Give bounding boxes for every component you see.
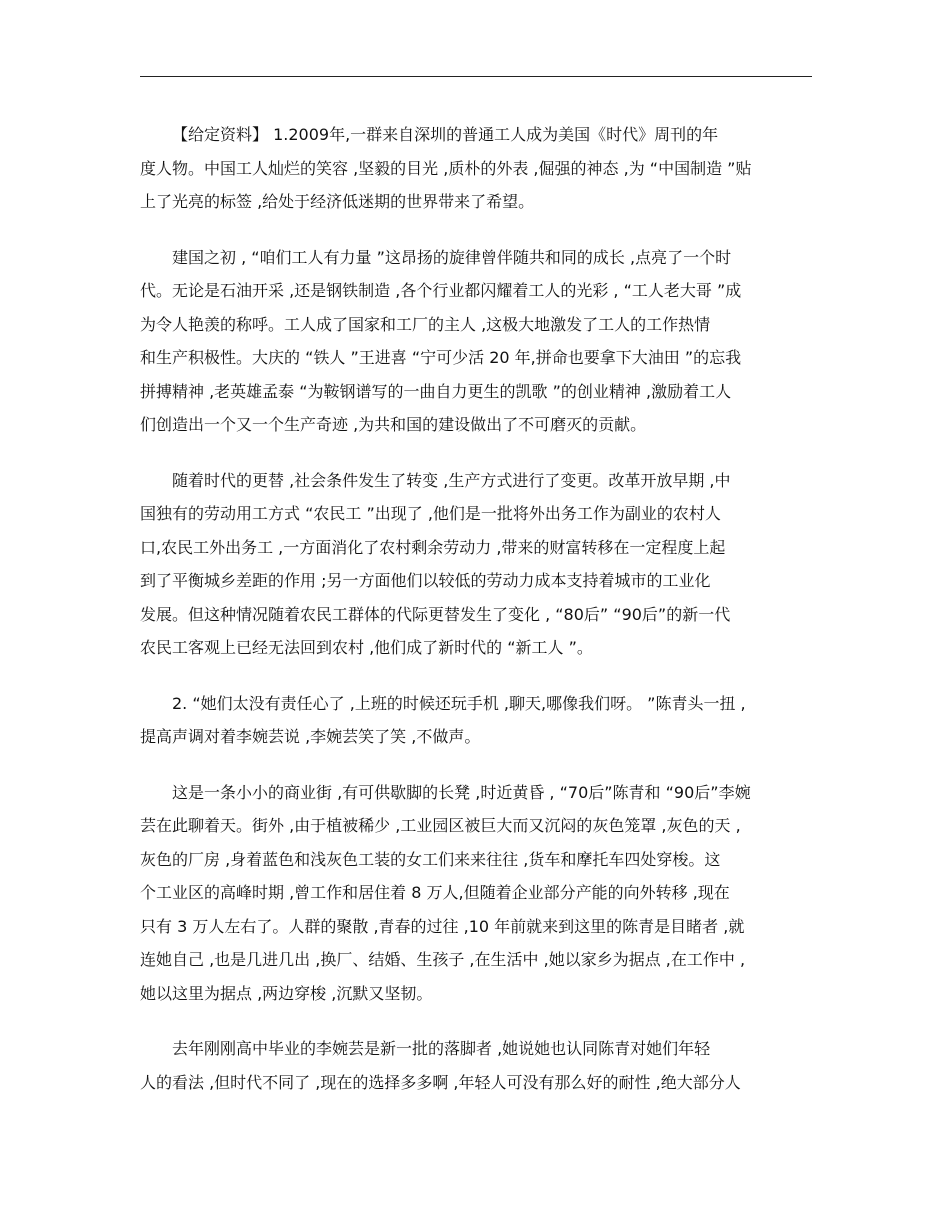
paragraph-1 (140, 118, 812, 219)
paragraph-6 (140, 1032, 812, 1099)
text-line: 和生产积极性。大庆的 “铁人 ”王进喜 “宁可少活 20 年,拼命也要拿下大油田 ”的忘我 (140, 348, 742, 367)
text-line: 去年刚刚高中毕业的李婉芸是新一批的落脚者 ,她说她也认同陈青对她们年轻 (172, 1039, 711, 1058)
paragraph-3 (140, 464, 812, 665)
text-line: 个工业区的高峰时期 ,曾工作和居住着 8 万人,但随着企业部分产能的向外转移 ,现在 (140, 883, 730, 902)
text-line: 只有 3 万人左右了。人群的聚散 ,青春的过往 ,10 年前就来到这里的陈青是目睹者 ,就 (140, 916, 745, 936)
text-line: 农民工客观上已经无法回到农村 ,他们成了新时代的 “新工人 ”。 (140, 638, 593, 657)
text-line: 她以这里为据点 ,两边穿梭 ,沉默又坚韧。 (140, 983, 433, 1003)
text-line: 国独有的劳动用工方式 “农民工 ”出现了 ,他们是一批将外出务工作为副业的农村人 (140, 504, 721, 523)
text-line: 到了平衡城乡差距的作用 ;另一方面他们以较低的劳动力成本支持着城市的工业化 (140, 571, 711, 590)
text-line: 人的看法 ,但时代不同了 ,现在的选择多多啊 ,年轻人可没有那么好的耐性 ,绝大部分人 (140, 1072, 741, 1092)
text-line: 们创造出一个又一个生产奇迹 ,为共和国的建设做出了不可磨灭的贡献。 (140, 415, 647, 434)
text-line: 拼搏精神 ,老英雄孟泰 “为鞍钢谱写的一曲自力更生的凯歌 ”的创业精神 ,激励着工人 (140, 381, 732, 401)
text-line: 口,农民工外出务工 ,一方面消化了农村剩余劳动力 ,带来的财富转移在一定程度上起 (140, 537, 726, 557)
text-line: 代。无论是石油开采 ,还是钢铁制造 ,各个行业都闪耀着工人的光彩 , “工人老大哥 ”成 (140, 281, 742, 300)
text-line: 灰色的厂房 ,身着蓝色和浅灰色工装的女工们来来往往 ,货车和摩托车四处穿梭。这 (140, 849, 721, 869)
text-line: 连她自己 ,也是几进几出 ,换厂、结婚、生孩子 ,在生活中 ,她以家乡为据点 ,在工作中 , (140, 950, 746, 969)
text-line: 上了光亮的标签 ,给处于经济低迷期的世界带来了希望。 (140, 192, 535, 211)
text-line: 【给定资料】 1.2009年,一群来自深圳的普通工人成为美国《时代》周刊的年 (172, 125, 719, 144)
text-line: 建国之初 , “咱们工人有力量 ”这昂扬的旋律曾伴随共和同的成长 ,点亮了一个时 (172, 247, 732, 267)
text-line: 度人物。中国工人灿烂的笑容 ,坚毅的目光 ,质朴的外表 ,倔强的神态 ,为 “中国制造 ”贴 (140, 158, 752, 178)
text-line: 为令人艳羡的称呼。工人成了国家和工厂的主人 ,这极大地激发了工人的工作热情 (140, 314, 711, 334)
text-line: 芸在此聊着天。街外 ,由于植被稀少 ,工业园区被巨大而又沉闷的灰色笼罩 ,灰色的天 , (140, 816, 741, 835)
document-body (140, 118, 812, 1121)
text-line: 提高声调对着李婉芸说 ,李婉芸笑了笑 ,不做声。 (140, 727, 481, 746)
text-line: 随着时代的更替 ,社会条件发生了转变 ,生产方式进行了变更。改革开放早期 ,中 (172, 470, 731, 490)
text-line: 这是一条小小的商业街 ,有可供歇脚的长凳 ,时近黄昏 , “70后”陈青和 “90后”李婉 (172, 782, 751, 802)
header-rule (140, 76, 812, 77)
paragraph-4 (140, 687, 812, 754)
text-line: 2. “她们太没有责任心了 ,上班的时候还玩手机 ,聊天,哪像我们呀。 ”陈青头一扭 , (172, 693, 746, 713)
text-line: 发展。但这种情况随着农民工群体的代际更替发生了变化 , “80后” “90后”的新一代 (140, 604, 731, 624)
paragraph-2 (140, 241, 812, 442)
paragraph-5 (140, 776, 812, 1011)
